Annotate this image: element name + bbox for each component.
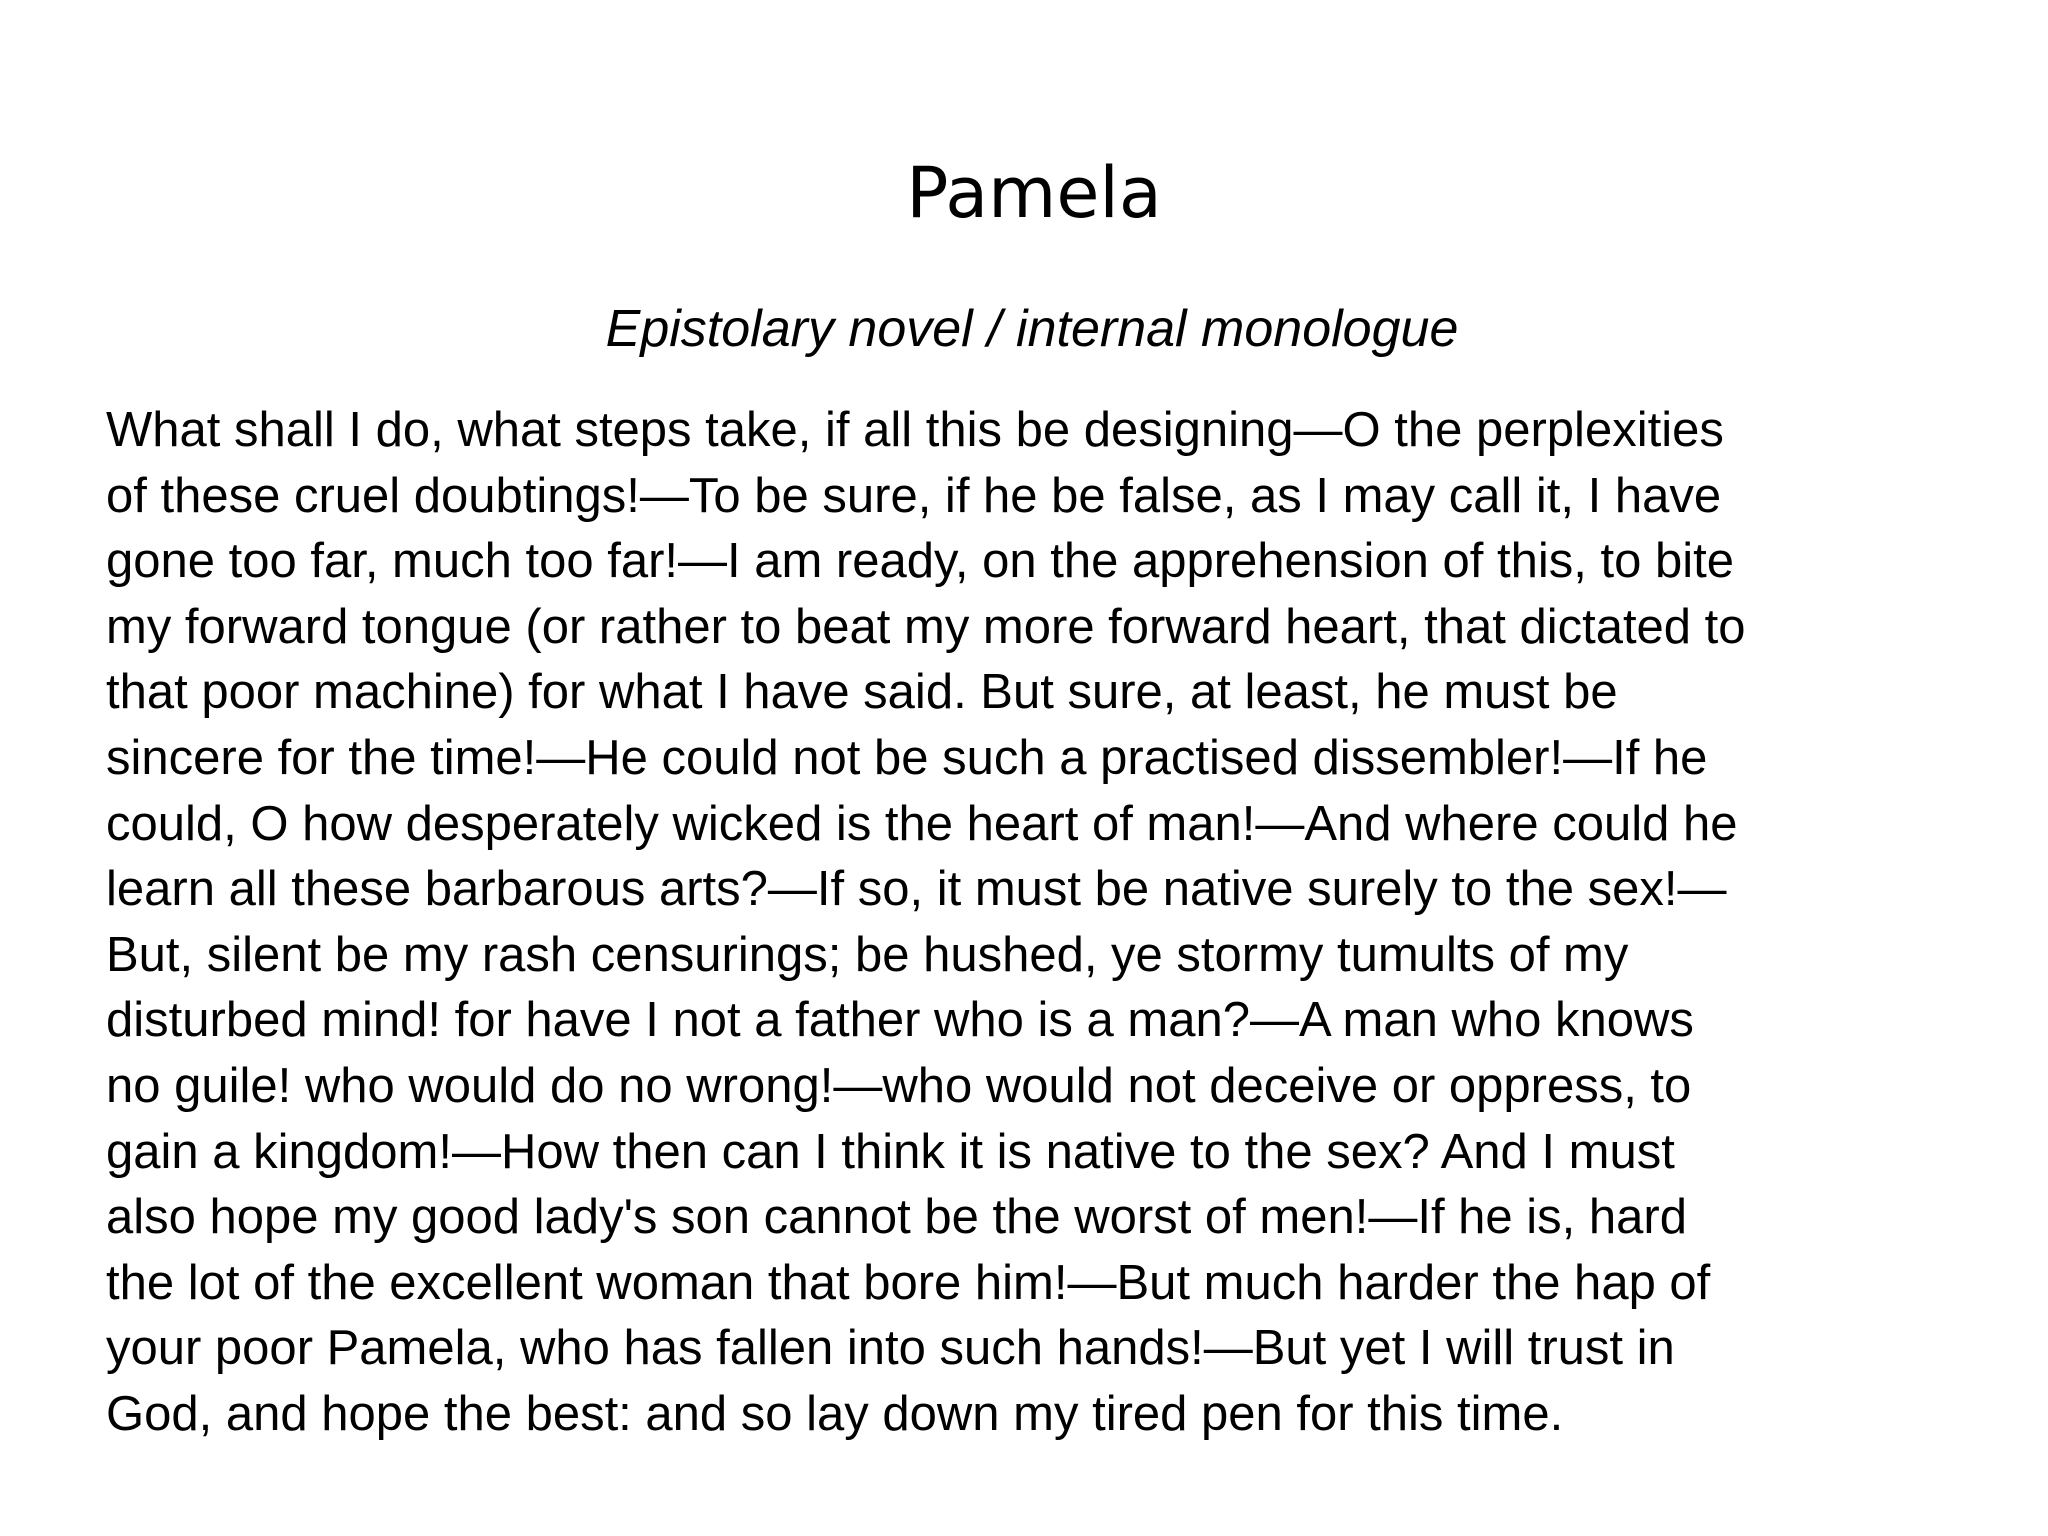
body-line: disturbed mind! for have I not a father who is a man?—A man who knows — [106, 993, 1694, 1048]
body-line: But, silent be my rash censurings; be hushed, ye stormy tumults of my — [106, 927, 1629, 982]
body-line: learn all these barbarous arts?—If so, it must be native surely to the sex!— — [106, 862, 1727, 917]
slide-subtitle: Epistolary novel / internal monologue — [605, 300, 1459, 358]
body-line: What shall I do, what steps take, if all this be designing—O the perplexities — [106, 403, 1724, 457]
body-line: your poor Pamela, who has fallen into such hands!—But yet I will trust in — [106, 1321, 1675, 1376]
body-line: the lot of the excellent woman that bore him!—But much harder the hap of — [106, 1255, 1711, 1310]
body-line: my forward tongue (or rather to beat my more forward heart, that dictated to — [106, 599, 1746, 654]
body-line: gain a kingdom!—How then can I think it is native to the sex? And I must — [106, 1124, 1675, 1179]
body-text — [106, 398, 2006, 1448]
body-line: of these cruel doubtings!—To be sure, if he be false, as I may call it, I have — [106, 468, 1722, 523]
body-line: no guile! who would do no wrong!—who would not deceive or oppress, to — [106, 1058, 1692, 1113]
body-line: could, O how desperately wicked is the heart of man!—And where could he — [106, 796, 1738, 851]
body-line: that poor machine) for what I have said. But sure, at least, he must be — [106, 665, 1618, 720]
body-line: God, and hope the best: and so lay down my tired pen for this time. — [106, 1386, 1564, 1441]
body-line: gone too far, much too far!—I am ready, on the apprehension of this, to bite — [106, 534, 1734, 589]
body-line: also hope my good lady's son cannot be the worst of men!—If he is, hard — [106, 1190, 1687, 1245]
slide-title: Pamela — [906, 152, 1162, 234]
body-line: sincere for the time!—He could not be such a practised dissembler!—If he — [106, 730, 1708, 785]
